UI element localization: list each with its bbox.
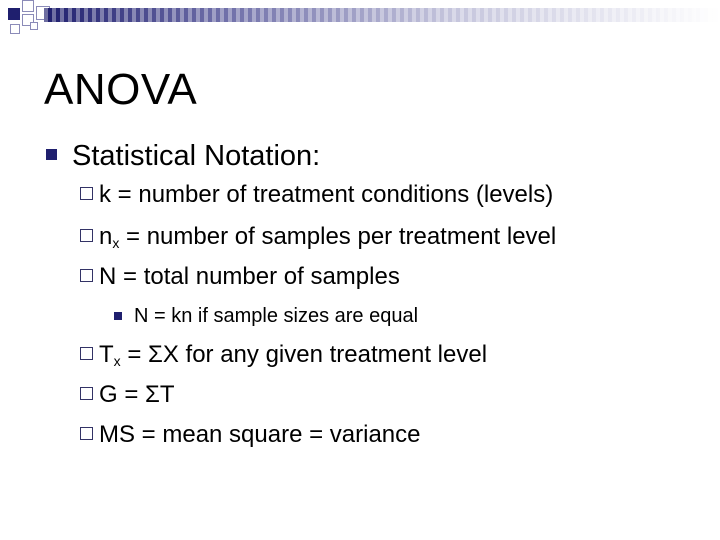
- level1-text: Statistical Notation:: [72, 140, 321, 172]
- hollow-square-bullet-icon: [80, 387, 93, 400]
- header-gradient-bar: [44, 8, 720, 22]
- hollow-square-bullet-icon: [80, 427, 93, 440]
- list-item: $n_x$ = number of samples per treatment level: [80, 222, 556, 252]
- list-item: k = number of treatment conditions (levels): [80, 180, 553, 210]
- list-item: N = total number of samples: [80, 262, 400, 292]
- hollow-square-bullet-icon: [80, 187, 93, 200]
- list-item: MS = mean square = variance: [80, 420, 421, 450]
- decor-square: [8, 8, 20, 20]
- list-item: $T_x = \Sigma X$ for any given treatment level: [80, 340, 487, 370]
- slide-title: ANOVA: [44, 65, 198, 114]
- square-bullet-icon: [46, 149, 57, 160]
- decor-square: [10, 24, 20, 34]
- hollow-square-bullet-icon: [80, 269, 93, 282]
- square-bullet-icon: [114, 312, 122, 320]
- sub-item-text: N = kn if sample sizes are equal: [134, 305, 419, 327]
- hollow-square-bullet-icon: [80, 229, 93, 242]
- list-item: G = ΣT: [80, 380, 175, 410]
- decor-square: [22, 0, 34, 12]
- hollow-square-bullet-icon: [80, 347, 93, 360]
- decor-square: [30, 22, 38, 30]
